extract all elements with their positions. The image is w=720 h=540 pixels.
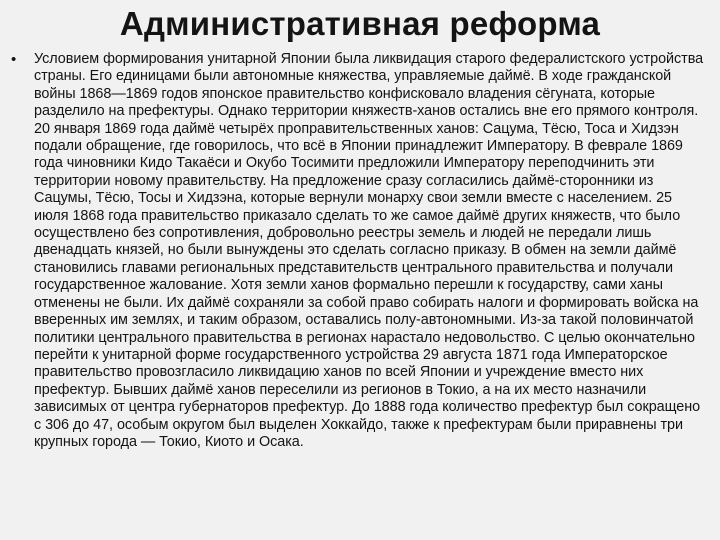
body-paragraph: Условием формирования унитарной Японии была ликвидация старого федералистского устройства страны. Его единицами были автономные княжества, управляемые даймё. В ходе гражданской войны 1868—1869 годов японское правительство конфисковало владения сёгуната, которые разделило на префектуры. Однако территории княжеств-ханов остались вне его прямого контроля. 20 января 1869 года даймё четырёх проправительственных ханов: Сацума, Тёсю, Тоса и Хидзэн подали обращение, где говорилось, что всё в Японии принадлежит Императору. В феврале 1869 года чиновники Кидо Такаёси и Окубо Тосимити предложили Императору переподчинить эти территории новому правительству. На предложение сразу согласились даймё-сторонники из Сацумы, Тёсю, Тосы и Хидзэна, которые вернули монарху свои земли вместе с населением. 25 июля 1868 года правительство приказало сделать то же самое даймё других княжеств, что было осуществлено без сопротивления, добровольно реестры земель и людей не передали лишь двенадцать князей, но были вынуждены это сделать согласно приказу. В обмен на земли даймё становились главами региональных представительств центрального правительства и получали государственное жалование. Хотя земли ханов формально перешли к государству, сами ханы отменены не были. Их даймё сохраняли за собой право собирать налоги и формировать войска на вверенных им землях, и таким образом, оставались полу-автономными. Из-за такой половинчатой политики центрального правительства в регионах нарастало недовольство. С целью окончательно перейти к унитарной форме государственного устройства 29 августа 1871 года Императорское правительство провозгласило ликвидацию ханов по всей Японии и учреждение вместо них префектур. Бывших даймё ханов переселили из регионов в Токио, а на их место назначили зависимых от центра губернаторов префектур. До 1888 года количество префектур был сокращено с 306 до 47, особым округом был выделен Хоккайдо, также к префектурам были приравнены три крупных города — Токио, Киото и Осака. [34,51,704,450]
slide-title: Административная реформа [119,5,601,42]
bullet-item [8,51,708,451]
bullet-dot-icon: • [11,51,17,68]
